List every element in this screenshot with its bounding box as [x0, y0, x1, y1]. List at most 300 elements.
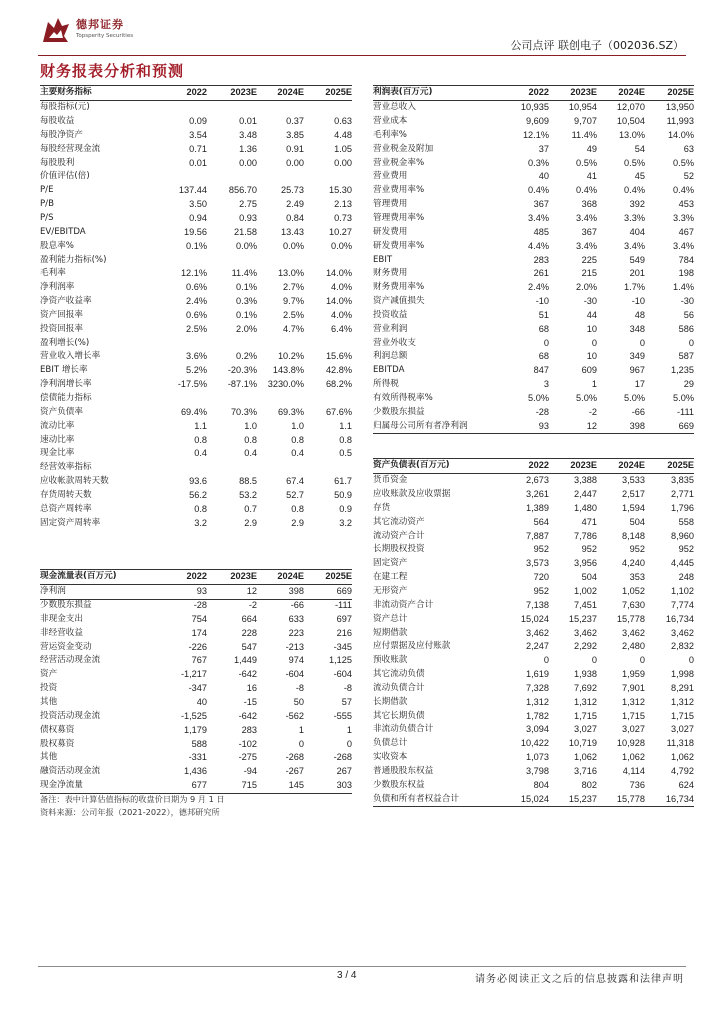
cell-value	[152, 530, 207, 544]
table-row	[373, 502, 694, 516]
cell-value: 3,462	[526, 627, 549, 638]
cell-value: 12.1%	[180, 268, 207, 279]
row-label: 股权募资	[40, 738, 75, 749]
cell-value: -30	[680, 296, 694, 307]
cell-value: 4,114	[622, 765, 645, 776]
cell-value: -331	[188, 752, 207, 763]
table-row	[40, 613, 352, 627]
cell-value: 3,956	[574, 558, 597, 569]
table-row	[373, 737, 694, 751]
cell-value: 17	[634, 379, 645, 390]
table-row	[373, 709, 694, 723]
table-row	[373, 267, 694, 281]
cell-value: 784	[678, 254, 694, 265]
table-row	[40, 212, 352, 226]
table-row	[40, 239, 352, 253]
cell-value: 2,292	[574, 641, 597, 652]
cell-value: 1	[591, 379, 597, 390]
cell-value: 1	[298, 724, 304, 735]
cell-value: 368	[581, 199, 597, 210]
cell-value	[207, 392, 257, 406]
cell-value: 392	[629, 199, 645, 210]
cell-value: -555	[333, 710, 352, 721]
table-row	[40, 461, 352, 475]
cell-value: 7,138	[526, 599, 549, 610]
cell-value: 8,148	[622, 530, 645, 541]
cell-value: 51	[538, 309, 549, 320]
cell-value: 37	[538, 143, 549, 154]
cell-value: 13.0%	[277, 268, 304, 279]
table-row	[40, 364, 352, 378]
cell-value: 0	[298, 738, 304, 749]
cell-value: 93	[494, 419, 549, 433]
cell-value: 4.0%	[331, 282, 352, 293]
cell-value: 669	[336, 586, 352, 597]
table-row	[373, 142, 694, 156]
cell-value: 29	[683, 379, 694, 390]
cell-value: 974	[288, 655, 304, 666]
cell-value: 0.00	[334, 157, 352, 168]
balance-sheet-table	[373, 458, 694, 807]
table-title: 利润表(百万元)	[373, 86, 494, 101]
cell-value: 1,480	[574, 502, 597, 513]
cell-value	[257, 392, 304, 406]
cell-value: 68	[538, 323, 549, 334]
cell-value: 1.1	[194, 420, 207, 431]
row-label: 投资回报率	[40, 323, 83, 334]
cell-value: 10	[586, 351, 597, 362]
column-header: 2024E	[257, 570, 304, 585]
cell-value: 0.84	[286, 213, 304, 224]
cell-value: 50.9	[334, 489, 352, 500]
cell-value: 15,024	[520, 613, 549, 624]
table-header-row	[40, 570, 352, 585]
cell-value: 3,261	[526, 489, 549, 500]
cell-value: 0.0%	[331, 240, 352, 251]
cell-value: -562	[285, 710, 304, 721]
cell-value: -642	[238, 710, 257, 721]
row-label: 财务费用率%	[373, 282, 425, 293]
cell-value: 2.75	[239, 199, 257, 210]
row-label: 普通股股东权益	[373, 765, 434, 776]
row-label: 投资收益	[373, 309, 408, 320]
cell-value: 10,504	[616, 116, 645, 127]
cell-value: 3.54	[189, 129, 207, 140]
cell-value: 0	[591, 655, 597, 666]
cell-value: 0.8	[339, 434, 352, 445]
table-row	[40, 142, 352, 156]
cell-value: 3.2	[339, 517, 352, 528]
row-label: 流动负债合计	[373, 682, 425, 693]
cell-value: 13.43	[281, 226, 304, 237]
cell-value: 11,993	[666, 116, 694, 127]
cell-value: 587	[678, 351, 694, 362]
cell-value: 677	[152, 779, 207, 793]
row-label: P/B	[40, 199, 54, 210]
table-row	[40, 668, 352, 682]
row-label: 每股净资产	[40, 129, 83, 140]
cell-value: 3.4%	[624, 240, 645, 251]
row-label: 管理费用	[373, 199, 408, 210]
cell-value: 16,734	[665, 613, 694, 624]
cell-value: 248	[678, 572, 694, 583]
row-label: 长期借款	[373, 696, 408, 707]
table-row	[40, 309, 352, 323]
cell-value	[257, 170, 304, 184]
cell-value: 228	[241, 627, 257, 638]
row-label: 在建工程	[373, 572, 408, 583]
row-label: 速动比率	[40, 434, 75, 445]
table-row	[373, 100, 694, 114]
table-row	[373, 309, 694, 323]
cell-value: 3.4%	[528, 213, 549, 224]
table-row	[40, 488, 352, 502]
cell-value: 1,594	[622, 502, 645, 513]
cell-value	[152, 253, 207, 267]
cell-value: 12,070	[616, 102, 645, 113]
row-label: 营业利润	[373, 323, 408, 334]
cell-value: -111	[334, 600, 352, 611]
cell-value: 633	[288, 613, 304, 624]
row-label: 其它长期负债	[373, 710, 425, 721]
cell-value: 398	[288, 586, 304, 597]
cell-value: 10	[586, 323, 597, 334]
cell-value: 0.4	[194, 448, 207, 459]
cell-value: 0.94	[189, 213, 207, 224]
cell-value: 3,533	[622, 475, 645, 486]
table-row	[40, 184, 352, 198]
cell-value	[152, 336, 207, 350]
table-row	[40, 433, 352, 447]
row-label: 固定资产周转率	[40, 517, 101, 528]
cell-value: 564	[533, 516, 549, 527]
cell-value: 10,719	[568, 738, 597, 749]
table-row	[373, 751, 694, 765]
cell-value: 504	[581, 572, 597, 583]
cell-value: 1,619	[526, 669, 549, 680]
cell-value: 0.0%	[283, 240, 304, 251]
table-row	[40, 530, 352, 544]
cell-value: 0.9	[339, 503, 352, 514]
table-header-row	[40, 86, 352, 101]
cell-value: 14.0%	[325, 296, 352, 307]
table-row	[40, 156, 352, 170]
table-row	[373, 419, 694, 433]
cell-value: 0.93	[239, 213, 257, 224]
cell-value: -28	[535, 406, 549, 417]
table-row	[373, 184, 694, 198]
cell-value: 5.0%	[576, 392, 597, 403]
table-row	[373, 115, 694, 129]
cell-value: 3.3%	[673, 213, 694, 224]
cell-value: 736	[629, 779, 645, 790]
table-row	[373, 654, 694, 668]
row-label: 毛利率	[40, 268, 66, 279]
table-row	[40, 392, 352, 406]
cell-value: 9,609	[526, 116, 549, 127]
cell-value: 3.48	[239, 129, 257, 140]
cell-value: 56	[683, 309, 694, 320]
cell-value: -20.3%	[227, 365, 257, 376]
cell-value: 1.0	[291, 420, 304, 431]
footer-divider	[38, 966, 686, 967]
cell-value: 1.4%	[673, 282, 694, 293]
cell-value: 15.6%	[325, 351, 352, 362]
cell-value: 2.4%	[186, 296, 207, 307]
table-row	[373, 225, 694, 239]
cell-value: 223	[288, 627, 304, 638]
cell-value: 720	[533, 572, 549, 583]
row-label: 盈利增长(%)	[40, 337, 90, 348]
row-label: 财务费用	[373, 268, 408, 279]
cell-value: 4,240	[622, 558, 645, 569]
table-row	[373, 378, 694, 392]
cell-value: 11.4%	[571, 129, 597, 140]
cell-value: 1,959	[622, 669, 645, 680]
table-row	[373, 473, 694, 487]
cell-value: 3,462	[671, 627, 694, 638]
logo-mark-icon	[40, 14, 72, 46]
cell-value: 1,052	[622, 586, 645, 597]
cell-value: 10,935	[520, 102, 549, 113]
cell-value: 88.5	[239, 476, 257, 487]
cell-value: 63	[683, 143, 694, 154]
cell-value: 1,312	[574, 696, 597, 707]
cell-value: 348	[629, 323, 645, 334]
cell-value: 1,312	[526, 696, 549, 707]
cell-value: 68	[538, 351, 549, 362]
cell-value	[304, 461, 352, 475]
row-label: P/S	[40, 213, 54, 224]
cell-value: 54	[634, 143, 645, 154]
cell-value: 3.6%	[186, 351, 207, 362]
row-label: 营业费用	[373, 171, 408, 182]
cell-value: 0.00	[239, 157, 257, 168]
cell-value: 588	[191, 738, 207, 749]
cell-value	[257, 253, 304, 267]
cell-value: 10,422	[520, 738, 549, 749]
cell-value: 143.8%	[272, 365, 304, 376]
cell-value	[304, 392, 352, 406]
valuation-note: 备注：表中计算估值指标的收盘价日期为 9 月 1 日	[40, 794, 225, 804]
column-header: 2023E	[207, 86, 257, 101]
cell-value: 2,673	[526, 475, 549, 486]
cell-value	[152, 170, 207, 184]
cell-value: 669	[645, 419, 694, 433]
cell-value: 1,102	[671, 586, 694, 597]
table-row	[373, 571, 694, 585]
table-row	[40, 419, 352, 433]
row-label: 短期借款	[373, 627, 408, 638]
cell-value: 16	[246, 683, 257, 694]
cell-value: 404	[629, 226, 645, 237]
cell-value: -347	[188, 683, 207, 694]
cell-value: 1,436	[184, 766, 207, 777]
row-label: 总资产周转率	[40, 503, 92, 514]
cell-value: 952	[533, 544, 549, 555]
row-label: EV/EBITDA	[40, 226, 86, 237]
cell-value: 25.73	[281, 185, 304, 196]
table-row	[373, 557, 694, 571]
cell-value: -268	[333, 752, 352, 763]
table-row	[40, 723, 352, 737]
row-label: 现金比率	[40, 448, 75, 459]
table-row	[40, 779, 352, 793]
cell-value: 52.7	[286, 489, 304, 500]
cell-value: 7,786	[574, 530, 597, 541]
cell-value: 2.7%	[283, 282, 304, 293]
row-label: 归属母公司所有者净利润	[373, 419, 494, 433]
table-row	[373, 529, 694, 543]
cell-value: 1.1	[339, 420, 352, 431]
cell-value: 485	[533, 226, 549, 237]
cell-value: 2.49	[286, 199, 304, 210]
cell-value: 353	[629, 572, 645, 583]
row-label: 营业外收支	[373, 337, 416, 348]
column-header: 2022	[494, 459, 549, 474]
row-label: 非流动负债合计	[373, 724, 434, 735]
cell-value: 1.0	[244, 420, 257, 431]
cell-value: 19.56	[184, 226, 207, 237]
cell-value: 0.00	[286, 157, 304, 168]
cell-value: 367	[533, 199, 549, 210]
cell-value: 3,573	[526, 558, 549, 569]
table-row	[373, 543, 694, 557]
cell-value: 0.0%	[236, 240, 257, 251]
cash-flow-table	[40, 569, 352, 794]
cell-value: 609	[581, 365, 597, 376]
row-label: EBIT	[373, 254, 393, 265]
cell-value: 4.48	[334, 129, 352, 140]
cell-value: 10.27	[329, 226, 352, 237]
table-row	[373, 765, 694, 779]
table-row	[40, 225, 352, 239]
cell-value: 7,901	[622, 682, 645, 693]
row-label: 非流动资产合计	[373, 599, 434, 610]
row-label: 其它流动负债	[373, 669, 425, 680]
cell-value: 44	[586, 309, 597, 320]
cell-value: 0.2%	[236, 351, 257, 362]
cell-value: 3.4%	[576, 213, 597, 224]
cell-value: 52	[683, 171, 694, 182]
table-row	[40, 322, 352, 336]
cell-value: -604	[285, 669, 304, 680]
row-label: 预收账款	[373, 655, 408, 666]
cell-value: 0	[543, 337, 549, 348]
column-header: 2025E	[304, 86, 352, 101]
cell-value: 715	[207, 779, 257, 793]
cell-value: 4.7%	[283, 323, 304, 334]
row-label: 流动比率	[40, 420, 75, 431]
cell-value: 0.1%	[186, 240, 207, 251]
cell-value: -267	[285, 766, 304, 777]
row-label: 长期股权投资	[373, 544, 425, 555]
cell-value: 349	[629, 351, 645, 362]
cell-value: -604	[333, 669, 352, 680]
table-row	[373, 695, 694, 709]
cell-value: 3230.0%	[267, 379, 304, 390]
cell-value: 3,462	[574, 627, 597, 638]
row-label: 经营效率指标	[40, 462, 92, 473]
cell-value: 0.8	[244, 434, 257, 445]
table-header-row	[373, 86, 694, 101]
cell-value: 216	[336, 627, 352, 638]
cell-value: 0.8	[291, 503, 304, 514]
row-label: 管理费用率%	[373, 213, 425, 224]
table-row	[373, 322, 694, 336]
table-row	[40, 378, 352, 392]
cell-value: 1,782	[526, 710, 549, 721]
row-label	[40, 544, 152, 558]
table-row	[373, 336, 694, 350]
cell-value	[207, 170, 257, 184]
cell-value: 0.73	[334, 213, 352, 224]
cell-value: 1,312	[671, 696, 694, 707]
cell-value: -8	[343, 683, 352, 694]
table-row	[40, 447, 352, 461]
cell-value: 2.5%	[283, 309, 304, 320]
column-header: 2022	[152, 86, 207, 101]
row-label: 流动资产合计	[373, 530, 425, 541]
cell-value: 952	[533, 586, 549, 597]
column-header: 2022	[494, 86, 549, 101]
cell-value: 40	[196, 697, 207, 708]
cell-value: 4,792	[671, 765, 694, 776]
cell-value: 0.1%	[236, 309, 257, 320]
cell-value: -111	[676, 406, 694, 417]
cell-value: 12.1%	[522, 129, 549, 140]
table-row	[40, 267, 352, 281]
row-label: 债权募资	[40, 724, 75, 735]
column-header: 2025E	[645, 459, 694, 474]
page-title: 财务报表分析和预测	[40, 62, 185, 80]
cell-value: 2.13	[334, 199, 352, 210]
cell-value: 0	[688, 337, 694, 348]
cell-value: 0.5%	[624, 157, 645, 168]
cell-value: 10,954	[568, 102, 597, 113]
cell-value: -275	[238, 752, 257, 763]
table-row	[40, 584, 352, 598]
cell-value: 2.0%	[236, 323, 257, 334]
row-label: EBITDA	[373, 365, 405, 376]
cell-value: 69.4%	[180, 406, 207, 417]
row-label: 每股股利	[40, 157, 75, 168]
cell-value: 767	[191, 655, 207, 666]
cell-value: 15,237	[549, 792, 597, 806]
cell-value: 0.5%	[673, 157, 694, 168]
row-label: 营业收入增长率	[40, 351, 101, 362]
cell-value: -17.5%	[177, 379, 207, 390]
column-header: 2023E	[549, 86, 597, 101]
cell-value: -87.1%	[227, 379, 257, 390]
cell-value: 7,692	[574, 682, 597, 693]
cell-value: 12	[246, 586, 257, 597]
table-row	[373, 239, 694, 253]
cell-value	[152, 544, 207, 558]
cell-value	[207, 544, 257, 558]
cell-value: 0	[346, 738, 352, 749]
cell-value: 0.4	[291, 448, 304, 459]
cell-value	[152, 461, 207, 475]
cell-value: 225	[581, 254, 597, 265]
cell-value: 3,716	[574, 765, 597, 776]
row-label: 营业总收入	[373, 102, 416, 113]
cell-value: 14.0%	[667, 129, 694, 140]
cell-value: 1,389	[526, 502, 549, 513]
cell-value	[257, 100, 304, 114]
cell-value: 15.30	[329, 185, 352, 196]
cell-value: 0.4%	[624, 185, 645, 196]
